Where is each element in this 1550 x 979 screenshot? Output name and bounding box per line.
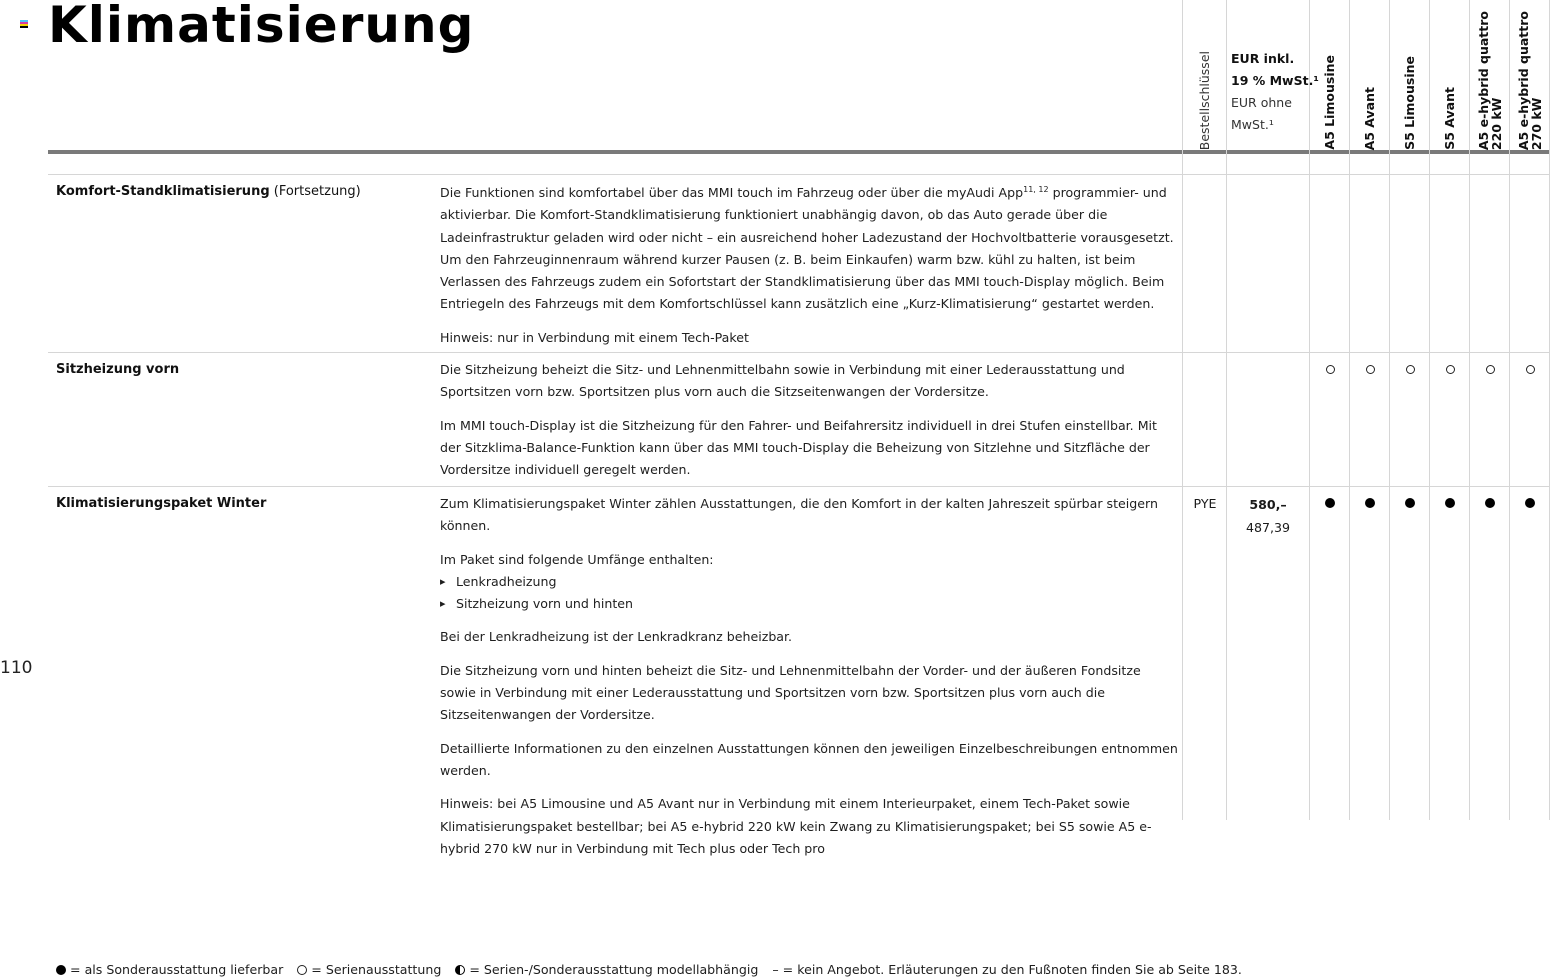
empty-circle-icon — [297, 965, 307, 975]
dash-icon: – — [772, 962, 779, 977]
print-registration-mark — [20, 20, 28, 28]
feature-name: Komfort-Standklimatisierung (Fortsetzung) — [56, 184, 361, 199]
availability-serial-icon — [1470, 363, 1510, 378]
availability-optional-icon — [1390, 497, 1430, 512]
price-incl-header-line2: 19 % MwSt.¹ — [1231, 73, 1319, 88]
page-title: Klimatisierung — [48, 0, 475, 54]
availability-serial-icon — [1510, 363, 1550, 378]
price-incl-header-line1: EUR inkl. — [1231, 51, 1295, 66]
legend-none: – = kein Angebot. Erläuterungen zu den Fußnoten finden Sie ab Seite 183. — [772, 962, 1242, 977]
availability-serial-icon — [1430, 363, 1470, 378]
price-cell — [1227, 493, 1309, 539]
column-header-s5-avant — [1430, 0, 1469, 150]
availability-optional-icon — [1310, 497, 1350, 512]
feature-name: Sitzheizung vorn — [56, 362, 180, 377]
column-header-a5-limousine — [1310, 0, 1349, 150]
price-excl-header-line2: MwSt.¹ — [1231, 117, 1274, 132]
feature-description: Die Funktionen sind komfortabel über das MMI touch im Fahrzeug oder über die myAudi App$^{11, 12}$ programmier- und aktivierbar. Die Komfort-Standklimatisierung funktioniert unabhängig davon, ob das Auto gerade über die Ladeinfrastruktur geladen wird oder nicht – ein ausreichend hoher Ladezustand der Hochvoltbatterie vorausgesetzt. Um den Fahrzeuginnenraum während kurzer Pausen (z. B. beim Einkaufen) warm bzw. kühl zu halten, ist beim Verlassen des Fahrzeugs zudem ein Sofortstart der Standklimatisierung über das MMI touch-Display möglich. Beim Entriegeln des Fahrzeugs mit dem Komfortschlüssel kann zusätzlich eine „Kurz-Klimatisierung“ gestartet werden. Hinweis: nur in Verbindung mit einem Tech-Paket — [440, 184, 1174, 345]
availability-serial-icon — [1350, 363, 1390, 378]
model-header-label: S5 Limousine — [1402, 56, 1417, 150]
model-header-label: A5 e-hybrid quattro 220 kW — [1475, 10, 1504, 150]
column-header-a5-e-hybrid-270 — [1510, 0, 1549, 150]
row-divider — [48, 174, 1550, 175]
model-header-label: A5 Limousine — [1322, 55, 1337, 150]
column-header-s5-limousine — [1390, 0, 1429, 150]
legend — [56, 962, 1252, 977]
availability-optional-icon — [1350, 497, 1390, 512]
legend-optional: = als Sonderausstattung lieferbar — [56, 962, 287, 977]
availability-serial-icon — [1390, 363, 1430, 378]
half-circle-icon — [455, 965, 465, 975]
included-items-list — [440, 571, 1180, 616]
price-excl-vat: 487,39 — [1245, 520, 1291, 535]
model-header-label: A5 Avant — [1362, 86, 1377, 150]
page-number: 110 — [0, 658, 33, 678]
availability-optional-icon — [1470, 497, 1510, 512]
column-divider — [1226, 0, 1227, 820]
legend-serial: = Serienausstattung — [297, 962, 445, 977]
list-item: ▸ Lenkradheizung — [440, 571, 1180, 593]
price-incl-vat: 580,– — [1249, 497, 1287, 512]
column-header-order-code — [1183, 0, 1226, 150]
order-code-header-label: Bestellschlüssel — [1197, 50, 1212, 150]
column-header-price — [1231, 48, 1319, 136]
list-item: ▸ Sitzheizung vorn und hinten — [440, 593, 1180, 615]
column-header-a5-avant — [1350, 0, 1389, 150]
feature-description: Zum Klimatisierungspaket Winter zählen Ausstattungen, die den Komfort in der kalten Jahreszeit spürbar steigern können. Im Paket sind folgende Umfänge enthalten: ▸ Lenkradheizung ▸ Sitzheizung vorn und hinten Bei der Lenkradheizung ist der Lenkradkranz beheizbar. Die Sitzheizung vorn und hinten beheizt die Sitz- und Lehnenmittelbahn der Vorder- und der äußeren Fondsitze sowie in Verbindung mit einer Lederausstattung und Sportsitzen vorn bzw. Sportsitzen plus vorn auch die Sitzseitenwangen der Vordersitze. Detaillierte Informationen zu den einzelnen Ausstattungen können den jeweiligen Einzelbeschreibungen entnommen werden. Hinweis: bei A5 Limousine und A5 Avant nur in Verbindung mit einem Interieurpaket, einem Tech-Paket sowie Klimatisierungspaket bestellbar; bei A5 e-hybrid 220 kW kein Zwang zu Klimatisierungspaket; bei S5 sowie A5 e-hybrid 270 kW nur in Verbindung mit Tech plus oder Tech pro — [440, 493, 1180, 871]
order-code: PYE — [1193, 496, 1217, 511]
model-header-label: A5 e-hybrid quattro 270 kW — [1515, 10, 1544, 150]
availability-optional-icon — [1430, 497, 1470, 512]
filled-circle-icon — [56, 965, 66, 975]
model-header-label: S5 Avant — [1442, 87, 1457, 150]
legend-model-dependent: = Serien-/Sonderausstattung modellabhängig — [455, 962, 762, 977]
feature-name: Klimatisierungspaket Winter — [56, 496, 267, 511]
feature-description: Die Sitzheizung beheizt die Sitz- und Lehnenmittelbahn sowie in Verbindung mit einer Lederausstattung und Sportsitzen vorn bzw. Sportsitzen plus vorn auch die Sitzseitenwangen der Vordersitze. Im MMI touch-Display ist die Sitzheizung für den Fahrer- und Beifahrersitz individuell in drei Stufen einstellbar. Mit der Sitzklima-Balance-Funktion kann über das MMI touch-Display die Beheizung von Sitzlehne und Sitzfläche der Vordersitze individuell geregelt werden. — [440, 362, 1157, 478]
price-excl-header-line1: EUR ohne — [1231, 95, 1292, 110]
availability-optional-icon — [1510, 497, 1550, 512]
column-header-a5-e-hybrid-220 — [1470, 0, 1509, 150]
availability-serial-icon — [1310, 363, 1350, 378]
header-divider — [48, 150, 1550, 154]
